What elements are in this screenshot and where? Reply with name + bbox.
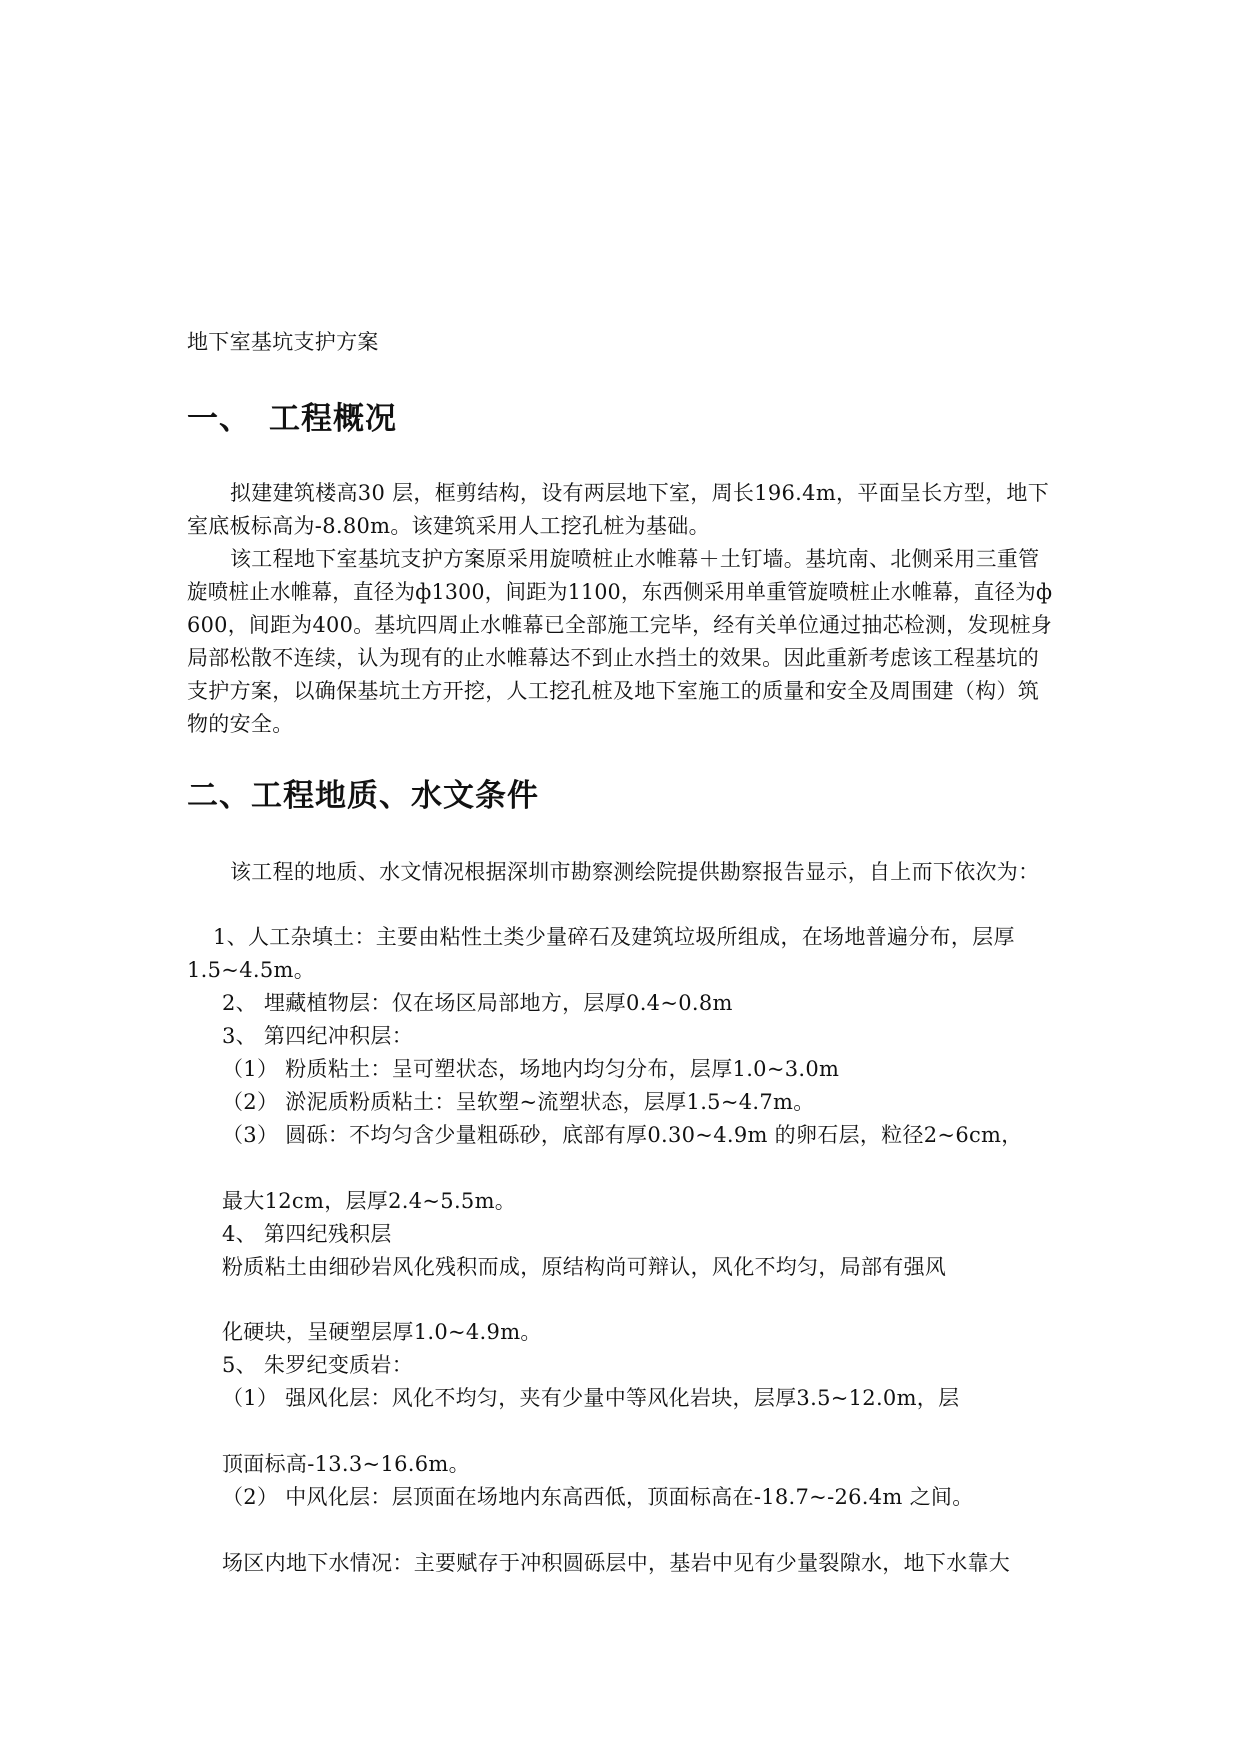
paragraph-line: 室底板标高为-8.80m。该建筑采用人工挖孔桩为基础。: [187, 514, 710, 538]
paragraph-line: 拟建建筑楼高30 层，框剪结构，设有两层地下室，周长196.4m，平面呈长方型，地下: [230, 481, 1050, 505]
list-item: 最大12cm，层厚2.4~5.5m。: [222, 1189, 517, 1213]
section-2-heading: 二、工程地质、水文条件: [187, 778, 539, 814]
paragraph-line: 600，间距为400。基坑四周止水帷幕已全部施工完毕，经有关单位通过抽芯检测，发现桩身: [187, 613, 1053, 637]
list-item: （3） 圆砾：不均匀含少量粗砾砂，底部有厚0.30~4.9m 的卵石层，粒径2~6cm，: [222, 1123, 1023, 1147]
section-1-number: 一、: [187, 401, 251, 437]
list-item: 4、 第四纪残积层: [222, 1222, 392, 1246]
paragraph-line: 局部松散不连续，认为现有的止水帷幕达不到止水挡土的效果。因此重新考虑该工程基坑的: [187, 646, 1039, 670]
section-1-title: 工程概况: [269, 401, 397, 437]
paragraph-line: 支护方案，以确保基坑土方开挖，人工挖孔桩及地下室施工的质量和安全及周围建（构）筑: [187, 679, 1039, 703]
list-item: 化硬块，呈硬塑层厚1.0~4.9m。: [222, 1320, 542, 1344]
list-item: 2、 埋藏植物层：仅在场区局部地方，层厚0.4~0.8m: [222, 991, 733, 1015]
list-item: （2） 淤泥质粉质粘土：呈软塑~流塑状态，层厚1.5~4.7m。: [222, 1090, 815, 1114]
list-item: 1、人工杂填土：主要由粘性土类少量碎石及建筑垃圾所组成，在场地普遍分布，层厚: [213, 925, 1015, 949]
document-title: 地下室基坑支护方案: [187, 330, 379, 354]
section-2-intro: 该工程的地质、水文情况根据深圳市勘察测绘院提供勘察报告显示，自上而下依次为：: [230, 860, 1040, 884]
list-item: 5、 朱罗纪变质岩：: [222, 1353, 414, 1377]
list-item: 顶面标高-13.3~16.6m。: [222, 1452, 470, 1476]
list-item: 粉质粘土由细砂岩风化残积而成，原结构尚可辩认，风化不均匀，局部有强风: [222, 1255, 947, 1279]
list-item: 3、 第四纪冲积层：: [222, 1024, 414, 1048]
list-item: 1.5~4.5m。: [187, 958, 316, 982]
list-item: 场区内地下水情况：主要赋存于冲积圆砾层中，基岩中见有少量裂隙水，地下水靠大: [222, 1551, 1011, 1575]
paragraph-line: 物的安全。: [187, 712, 294, 736]
list-item: （2） 中风化层：层顶面在场地内东高西低，顶面标高在-18.7~-26.4m 之间。: [222, 1485, 974, 1509]
paragraph-line: 该工程地下室基坑支护方案原采用旋喷桩止水帷幕＋土钉墙。基坑南、北侧采用三重管: [230, 547, 1040, 571]
paragraph-line: 旋喷桩止水帷幕，直径为ф1300，间距为1100，东西侧采用单重管旋喷桩止水帷幕，直径为ф: [187, 580, 1053, 604]
list-item: （1） 强风化层：风化不均匀，夹有少量中等风化岩块，层厚3.5~12.0m，层: [222, 1386, 960, 1410]
section-1-heading: [187, 399, 397, 439]
list-item: （1） 粉质粘土：呈可塑状态，场地内均匀分布，层厚1.0~3.0m: [222, 1057, 840, 1081]
